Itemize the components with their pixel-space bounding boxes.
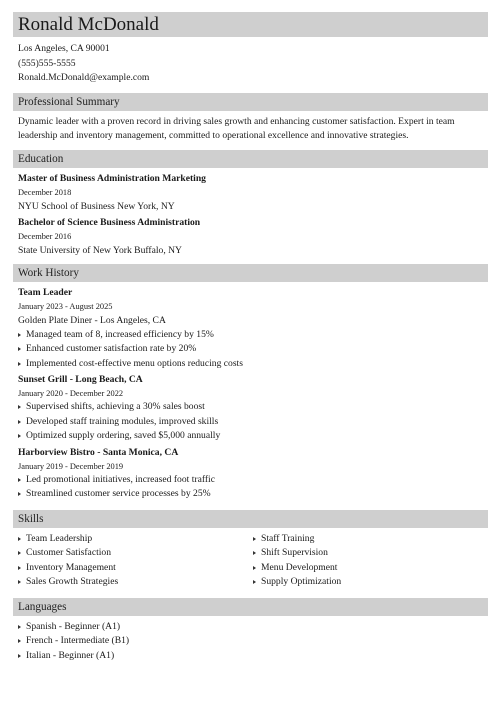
resume-page [13, 12, 488, 663]
job-entry [13, 446, 488, 473]
contact-location: Los Angeles, CA 90001 [18, 43, 110, 54]
skill-item: Shift Supervision [253, 546, 488, 561]
degree-date: December 2016 [18, 231, 72, 241]
skill-item: Supply Optimization [253, 575, 488, 590]
degree-title: Bachelor of Science Business Administration [18, 216, 201, 228]
languages-heading: Languages [13, 598, 488, 616]
list-item: Supervised shifts, achieving a 30% sales boost [18, 400, 488, 415]
list-item: Developed staff training modules, improved skills [18, 415, 488, 430]
job-title: Sunset Grill - Long Beach, CA [18, 374, 143, 385]
skills-grid [13, 532, 488, 590]
job-bullets [13, 400, 488, 444]
language-item: Spanish - Beginner (A1) [18, 620, 488, 635]
degree-title: Master of Business Administration Marketing [18, 172, 206, 184]
name-header [13, 12, 488, 37]
job-date: January 2020 - December 2022 [18, 389, 124, 398]
job-title: Harborview Bistro - Santa Monica, CA [18, 446, 179, 458]
skills-column-right [253, 532, 488, 590]
degree-school: State University of New York Buffalo, NY [18, 244, 182, 256]
summary-text: Dynamic leader with a proven record in driving sales growth and enhancing customer satisfaction. Expert in team leadership and inventory management, committed to operational excellence and innovative strategies. [18, 115, 455, 141]
contact-info [13, 42, 488, 86]
languages-list [13, 620, 488, 664]
job-date: January 2023 - August 2025 [18, 301, 113, 311]
list-item: Implemented cost-effective menu options reducing costs [18, 357, 488, 372]
work-heading: Work History [13, 264, 488, 282]
education-item [13, 172, 488, 214]
skills-heading: Skills [13, 510, 488, 528]
list-item: Streamlined customer service processes by 25% [18, 487, 488, 502]
skill-item: Customer Satisfaction [18, 546, 253, 561]
language-item: French - Intermediate (B1) [18, 634, 488, 649]
skill-item: Staff Training [253, 532, 488, 547]
job-entry [13, 286, 488, 328]
summary-heading: Professional Summary [13, 93, 488, 111]
list-item: Enhanced customer satisfaction rate by 20% [18, 342, 488, 357]
list-item: Optimized supply ordering, saved $5,000 annually [18, 429, 488, 444]
skill-item: Sales Growth Strategies [18, 575, 253, 590]
candidate-name: Ronald McDonald [18, 14, 159, 35]
job-place: Golden Plate Diner - Los Angeles, CA [18, 314, 166, 326]
skill-item: Inventory Management [18, 561, 253, 576]
job-entry [13, 373, 488, 400]
contact-email: Ronald.McDonald@example.com [18, 72, 150, 83]
list-item: Led promotional initiatives, increased foot traffic [18, 473, 488, 488]
job-bullets [13, 328, 488, 372]
degree-date: December 2018 [18, 187, 72, 197]
job-bullets [13, 473, 488, 502]
education-item [13, 216, 488, 258]
skill-item: Menu Development [253, 561, 488, 576]
contact-phone: (555)555-5555 [18, 57, 76, 69]
skills-column-left [18, 532, 253, 590]
degree-school: NYU School of Business New York, NY [18, 200, 175, 212]
list-item: Managed team of 8, increased efficiency by 15% [18, 328, 488, 343]
skill-item: Team Leadership [18, 532, 253, 547]
job-date: January 2019 - December 2019 [18, 461, 124, 471]
education-heading: Education [13, 150, 488, 168]
job-title: Team Leader [18, 286, 73, 298]
language-item: Italian - Beginner (A1) [18, 649, 488, 664]
